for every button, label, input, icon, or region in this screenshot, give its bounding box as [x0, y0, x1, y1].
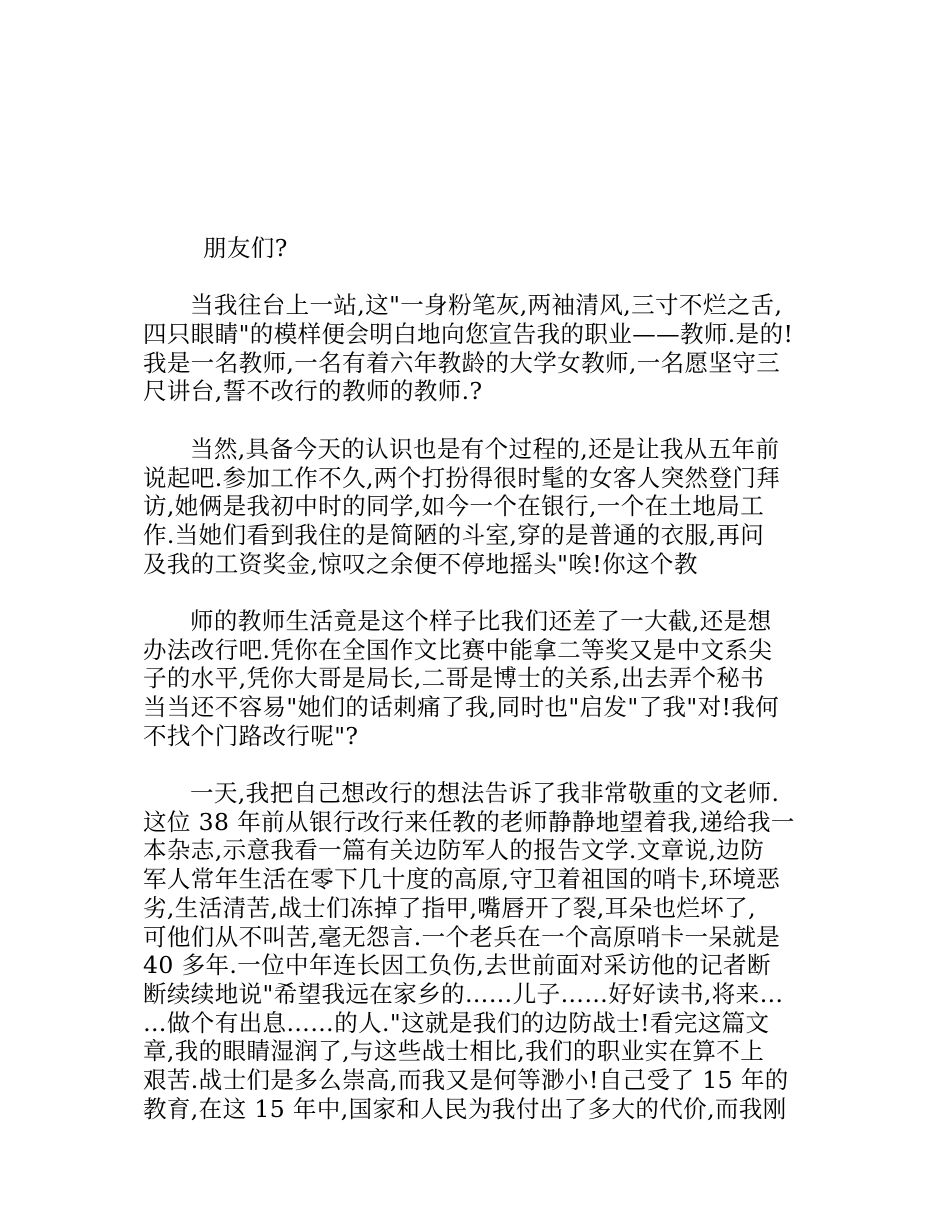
text-line: 尺讲台,誓不改行的教师的教师.? [143, 377, 483, 406]
text-line: 这位 38 年前从银行改行来任教的老师静静地望着我,递给我一 [143, 807, 795, 836]
paragraph-4 [143, 779, 828, 1123]
text-line: 访,她俩是我初中时的同学,如今一个在银行,一个在土地局工 [143, 492, 765, 521]
text-line: 办法改行吧.凭你在全国作文比赛中能拿二等奖又是中文系尖 [143, 635, 773, 664]
text-line: 艰苦.战士们是多么崇高,而我又是何等渺小!自己受了 15 年的 [143, 1065, 789, 1094]
paragraph-2 [143, 435, 828, 578]
text-line: 可他们从不叫苦,毫无怨言.一个老兵在一个高原哨卡一呆就是 [143, 922, 781, 951]
text-line: 当当还不容易"她们的话刺痛了我,同时也"启发"了我"对!我何 [143, 693, 780, 722]
text-line: 作.当她们看到我住的是简陋的斗室,穿的是普通的衣服,再问 [143, 520, 765, 549]
text-line: 断续续地说"希望我远在家乡的……儿子……好好读书,将来… [143, 979, 784, 1008]
text-line: 四只眼睛"的模样便会明白地向您宣告我的职业——教师.是的! [143, 320, 794, 349]
document-body [143, 234, 828, 1123]
text-line: 说起吧.参加工作不久,两个打扮得很时髦的女客人突然登门拜 [143, 463, 781, 492]
text-line: 子的水平,凭你大哥是局长,二哥是博士的关系,出去弄个秘书 [143, 664, 765, 693]
text-line: 教育,在这 15 年中,国家和人民为我付出了多大的代价,而我刚 [143, 1094, 787, 1123]
greeting-line: 朋友们? [203, 234, 288, 262]
paragraph-1 [143, 291, 828, 406]
text-line: 一天,我把自己想改行的想法告诉了我非常敬重的文老师. [190, 779, 780, 808]
text-line: 本杂志,示意我看一篇有关边防军人的报告文学.文章说,边防 [143, 836, 765, 865]
paragraph-3 [143, 607, 828, 750]
text-line: 劣,生活清苦,战士们冻掉了指甲,嘴唇开了裂,耳朵也烂坏了, [143, 893, 756, 922]
text-line: 我是一名教师,一名有着六年教龄的大学女教师,一名愿坚守三 [143, 348, 781, 377]
text-line: …做个有出息……的人."这就是我们的边防战士!看完这篇文 [143, 1008, 770, 1037]
text-line: 当然,具备今天的认识也是有个过程的,还是让我从五年前 [190, 434, 780, 463]
text-line: 及我的工资奖金,惊叹之余便不停地摇头"唉!你这个教 [143, 549, 698, 578]
text-line: 师的教师生活竟是这个样子比我们还差了一大截,还是想 [190, 606, 772, 635]
text-line: 不找个门路改行呢"? [143, 721, 359, 750]
text-line: 40 多年.一位中年连长因工负伤,去世前面对采访他的记者断 [143, 951, 771, 980]
text-line: 章,我的眼睛湿润了,与这些战士相比,我们的职业实在算不上 [143, 1037, 765, 1066]
text-line: 军人常年生活在零下几十度的高原,守卫着祖国的哨卡,环境恶 [143, 865, 781, 894]
text-line: 当我往台上一站,这"一身粉笔灰,两袖清风,三寸不烂之舌, [190, 291, 783, 320]
